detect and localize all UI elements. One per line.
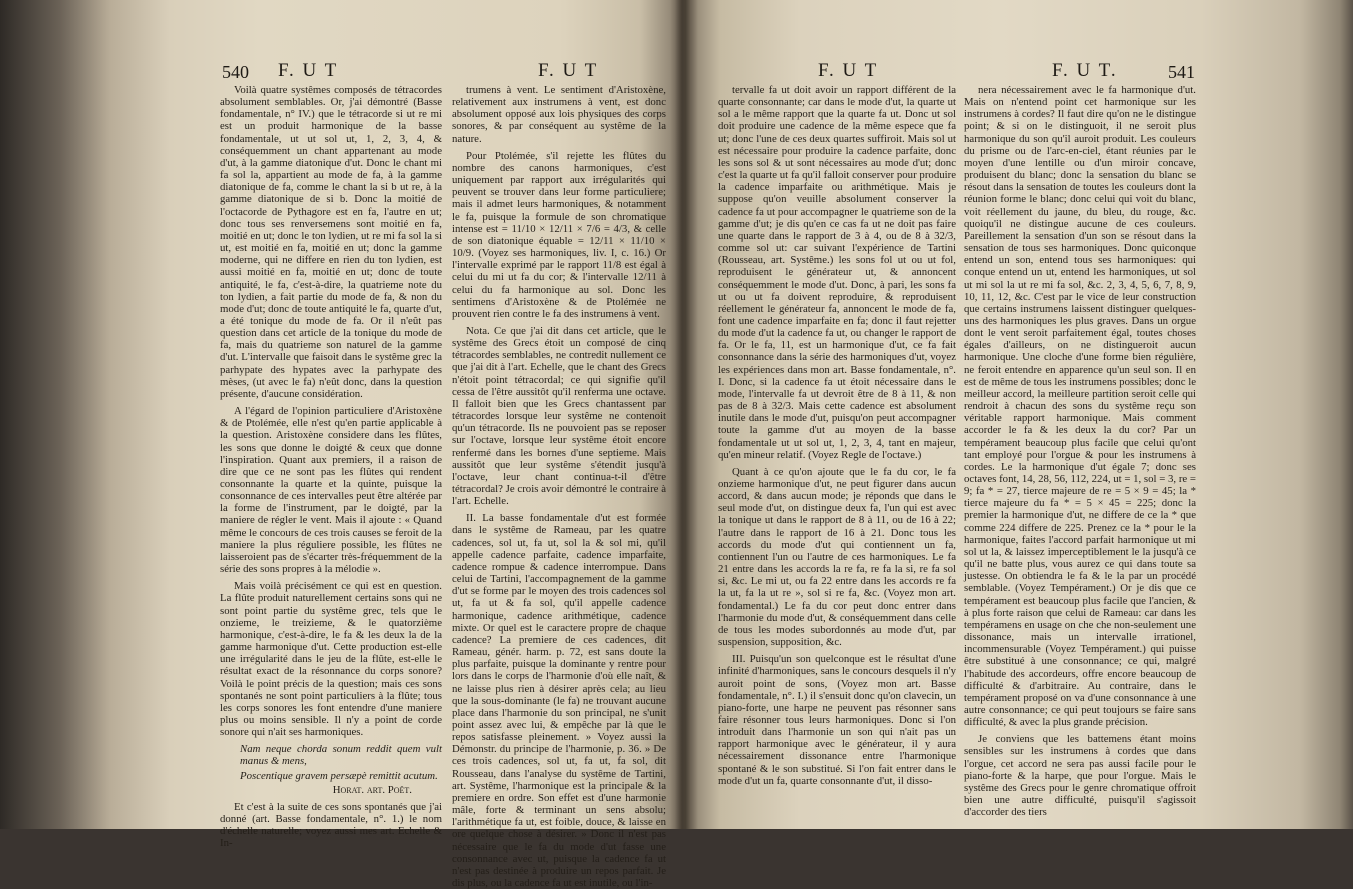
left-page-column-1 — [220, 84, 442, 850]
paragraph: III. Puisqu'un son quelconque est le résultat d'une infinité d'harmoniques, sans le concours desquels il n'y auroit point de sons, (Voyez mon art. Basse fondamentale, n°. I.) il s'ensuit donc qu'on clavecin, un piano-forte, une harpe ne peuvent pas résonner sans faire résonner tous leurs harmoniques. Donc si l'on introduit dans l'harmonie un son qui n'ait pas un rapport harmonique avec le générateur, il y aura nécessairement dissonance entre l'harmonique spontané & le son substitué. Si l'on fait entrer dans le mode d'ut un fa, quarte consonnante d'ut, il disso- — [718, 653, 956, 787]
page-number: 541 — [1168, 62, 1195, 82]
paragraph: Je conviens que les battemens étant moins sensibles sur les instrumens à cordes que dans l'orgue, cet accord ne sera pas aussi facile pour le piano-forte & la harpe, que pour l'orgue. Mais le systême des Grecs pour le genre chromatique offroit bien une autre difficulté, puisqu'il s'agissoit d'accorder des tiers — [964, 733, 1196, 819]
right-page-header — [700, 62, 1260, 86]
right-page-column-1 — [718, 84, 956, 819]
paragraph: A l'égard de l'opinion particuliere d'Aristoxène & de Ptolémée, elle n'est qu'en partie applicable à la question. Aristoxène considere dans les flûtes, les sons que donne le doigté & ceux que donne l'inspiration. Quant aux premiers, il a raison de dire que ce ne sont pas les flûtes qui rendent consonnante la quarte et la quinte, puisque la consonnance de ces intervalles peut être altérée par la forme de l'instrument, par le doigté, par la maniere de régler le vent. Mais il ajoute : « Quand même le concours de ces trois causes se feroit de la maniere la plus réguliere possible, les flûtes ne laisseroient pas de s'écarter très-fréquemment de la série des sons propres à la mélodie ». — [220, 405, 442, 576]
paragraph: II. La basse fondamentale d'ut est formée dans le systême de Rameau, par les quatre cadences, sol ut, fa ut, sol la & sol mi, qu'il appelle cadence parfaite, cadence imparfaite, cadence rompue & cadence interrompue. Dans celui de Tartini, l'accompagnement de la gamme d'ut se forme par le moyen des trois cadences sol ut, fa ut & fa sol, qu'il appelle cadence harmonique, cadence arithmétique, cadence mixte. Or quel est le caractere propre de chaque cadence? La premiere de ces cadences, dit Rameau, génér. harm. p. 72, est sans doute la plus parfaite, puisque la dominante y rentre pour lors dans le corps de l'harmonie d'où elle naît, & ne laisse plus rien à désirer après cela; au lieu que la sous-dominante (le fa) ne trouvant aucune place dans l'harmonie du son principal, ne s'unit point assez avec lui, & empêche par là que le repos satisfasse pleinement. » Voyez aussi la Démonstr. du principe de l'harmonie, p. 36. » De ces trois cadences, sol ut, fa ut, fa sol, dit Rousseau, dans l'analyse du systême de Tartini, art. Systême, l'harmonique est la principale & la premiere en ordre. Son effet est d'une harmonie mâle, forte & terminant un sens absolu; l'arithmétique fa ut, est foible, douce, & laisse en ore quelque chose à désirer. » Donc il n'est pas nécessaire que le fa du mode d'ut fasse une consonnance avec ut, puisque la cadence fa ut n'est pas destinée à produire un repos parfait. Je dis plus, ou la cadence fa ut est inutile, ou l'in- — [452, 512, 666, 889]
running-head: F. U T — [818, 60, 879, 81]
citation: Horat. art. Poët. — [332, 783, 412, 796]
left-page-column-2 — [452, 84, 666, 889]
running-head: F. U T — [538, 60, 599, 81]
page-number: 540 — [222, 62, 249, 82]
paragraph: Quant à ce qu'on ajoute que le fa du cor, le fa onzieme harmonique d'ut, ne peut figurer dans aucun accord, & dans aucun mode; je réponds que dans le seul mode d'ut, on distingue deux fa, l'un qui est avec la tonique ut dans le rapport de 8 à 11, ou de 16 à 22; l'autre dans le rapport de 16 à 21. Donc tous les accords du mode d'ut qui contiennent un fa, contiennent l'un ou l'autre de ces harmoniques. Le fa 21 entre dans les accords la re fa, re fa la si, re fa sol si, &c. Le mi ut, ou fa 22 entre dans les accords re fa la ut, fa la ut re », sol si re fa, &c. (Voyez mon art. fondamental.) Le fa du cor peut donc entrer dans l'harmonie du mode d'ut, & conséquemment dans celle de tous les modes subordonnés au mode d'ut, par suspension, supposition, &c. — [718, 465, 956, 649]
verse-line: Poscentique gravem persæpè remittit acutum. — [240, 769, 438, 782]
running-head: F. U T. — [1052, 60, 1118, 81]
right-page — [700, 0, 1260, 829]
paragraph: tervalle fa ut doit avoir un rapport différent de la quarte consonnante; car dans le mode d'ut, la quarte ut sol a le même rapport que la quarte fa ut. Donc ut sol doit produire une cadence de la même espece que fa ut; donc l'une de ces deux quartes suffiroit. Mais sol ut est nécessaire pour produire la cadence parfaite, donc les sons sol & ut sont nécessaires au mode d'ut; donc c'est la quarte ut fa qu'il falloit conserver pour produire la cadence imparfaite ou arithmétique. Mais je suppose qu'on veuille absolument conserver la cadence fa ut pour accompagner le quatrieme son de la gamme d'ut; je dis qu'en ce cas fa ut ne doit pas faire une quarte dans le rapport de 3 à 4, ou de 8 à 32/3, comme sol ut: car suivant l'expérience de Tartini (Rousseau, art. Systême.) les sons fol ut ou ut fol, reproduisent le générateur ut, & annoncent conséquemment le mode d'ut. Donc, à pari, les sons fa ut ou ut fa doivent reproduire, & reproduisent réellement le générateur fa, annoncent le mode de fa, font une cadence imparfaite en fa; donc il faut rejetter du mode d'ut la cadence fa ut, ou changer le rapport de fa. Or le fa, 11, est un harmonique d'ut, ce fa fait consonnance dans la série des harmoniques d'ut, voyez les expériences dans mon art. Basse fondamentale, n°. I. Donc, si la cadence fa ut étoit nécessaire dans le mode, l'intervalle fa ut devroit être de 8 à 11, & non pas de 8 à 32/3. Mais cette cadence est absolument inutile dans le mode d'ut, puisqu'on peut accompagner toute la gamme d'ut au moyen de la basse fondamentale ut ut sol ut, 1, 2, 3, 4, tant en majeur, qu'en mineur relatif. (Voyez Regle de l'octave.) — [718, 84, 956, 461]
verse-line: Nam neque chorda sonum reddit quem vult manus & mens, — [240, 743, 442, 768]
paragraph: Nota. Ce que j'ai dit dans cet article, que le systême des Grecs étoit un composé de cinq tétracordes semblables, ne contredit nullement ce que j'ai dit à l'art. Echelle, que le chant des Grecs n'étoit point tétracordal; ce qui signifie qu'il cessa de l'être aussitôt qu'il renferma une octave. Il falloit bien que les Grecs chantassent par tétracordes lorsque leur systême ne contenoit qu'un tétracorde. Ils ne pouvoient pas se reposer sur l'octave, lorsque leur systême étoit encore renfermé dans les bornes d'une septieme. Mais aussitôt que leur systême s'étendit jusqu'à l'octave, leur chant continua-t-il d'être tétracordal? Je crois avoir démontré le contraire à l'art. Echelle. — [452, 324, 666, 508]
paragraph: Mais voilà précisément ce qui est en question. La flûte produit naturellement certains sons qui ne sont point partie du systême grec, tels que le onzieme, le treizieme, & le quatorzième harmonique, c'est-à-dire, le fa & les deux la de la gamme harmonique d'ut. Cette production est-elle une irrégularité dans le jeu de la flûte, est-elle le résultat exact de la résonnance du corps sonore? Voilà le point précis de la question; mais ces sons spontanés ne sont point particuliers à la flûte; tous les corps sonores les font entendre d'une maniere plus ou moins sensible. Il n'y a point de corde sonore qui n'ait ses harmoniques. — [220, 580, 442, 739]
running-head: F. U T — [278, 60, 339, 81]
book-gutter — [670, 0, 698, 829]
right-page-column-2 — [964, 84, 1196, 819]
paragraph: Voilà quatre systêmes composés de tétracordes absolument semblables. Or, j'ai démontré (Basse fondamentale, n° IV.) que le tétracorde si ut re mi est un produit harmonique de la basse fondamentale, ut ut sol ut, 1, 2, 3, 4, & conséquemment un chant appartenant au mode d'ut, à la gamme diatonique d'ut. Donc le chant mi fa sol la, appartient au mode de fa, à la gamme diatonique de fa, comme le chant la si b ut re, à la gamme diatonique de si b. Donc la moitié de l'octacorde de Pythagore est en fa, l'autre en ut; donc tous ses renversemens sont moitié en fa, moitié en ut; donc le ton lydien, ut re mi fa sol la si ut, est moitié en fa, moitié en ut; donc la gamme moderne, qui ne differe en rien du ton lydien, est aussi moitié en fa, moitié en ut; donc de toute antiquité, le fa, c'est-à-dire, la quatrieme note du ton lydien, a fait partie du mode de fa, & non du mode d'ut; donc de toute antiquité le fa, quarte d'ut, a été tonique du mode de fa. Or il n'eût pas question dans cet article de la tonique du mode de fa, mais du quatrieme son naturel de la gamme d'ut. L'intervalle que faisoit dans le systême grec la parhypate des hypates avec la parhypate des mèses, (ut avec le fa) n'eût donc, dans la question présente, d'aucune considération. — [220, 84, 442, 400]
left-page — [150, 0, 670, 889]
paragraph: trumens à vent. Le sentiment d'Aristoxène, relativement aux instrumens à vent, est donc absolument opposé aux lois physiques des corps sonores, & par conséquent au systême de la nature. — [452, 84, 666, 145]
paragraph: Et c'est à la suite de ces sons spontanés que j'ai donné (art. Basse fondamentale, n°. 1.) le nom d'échelle naturelle; voyez aussi mes art. Echelle & In- — [220, 800, 442, 850]
paragraph: Pour Ptolémée, s'il rejette les flûtes du nombre des canons harmoniques, c'est uniquement par rapport aux irrégularités qui peuvent se trouver dans leur forme particuliere; mais il admet leurs harmoniques, & notamment le fa, puisque la formule de son chromatique intense est = 11/10 × 12/11 × 7/6 = 4/3, & celle de son diatonique équable = 12/11 × 11/10 × 10/9. (Voyez ses harmoniques, liv. I, c. 16.) Or l'intervalle exprimé par le rapport 11/8 est égal à celui du mi ut fa du cor; & l'intervalle 12/11 à celui du fa harmonique au sol. Donc les sentimens d'Aristoxène & de Ptolémée ne prouvent rien contre le fa des instrumens à vent. — [452, 149, 666, 320]
left-page-header — [150, 62, 670, 86]
paragraph: nera nécessairement avec le fa harmonique d'ut. Mais on n'entend point cet harmonique sur les instrumens à cordes? Il faut dire qu'on ne le distingue point; & si on le distinguoit, il ne seroit plus harmonique du son qu'il auroit produit. Les couleurs du prisme ou de l'arc-en-ciel, étant réunies par le moyen d'une lentille ou d'un miroir concave, produisent du blanc; donc la sensation du blanc se résout dans la sensation de toutes les couleurs dont la réunion forme le blanc; donc celui qui voit du blanc, voit réellement du jaune, du bleu, du rouge, &c. quoiqu'il ne distingue aucune de ces couleurs. Pareillement la sensation d'un son se résout dans la sensation de tous ses harmoniques. Donc quiconque entend un son, entend tous ses harmoniques: qui conque entend un ut, entend les harmoniques, ut sol ut mi sol la ut re mi fa sol, &c. 2, 3, 4, 5, 6, 7, 8, 9, 10, 11, 12, &c. C'est par le vice de leur construction que certains instrumens laissent distinguer quelques-uns des harmoniques les plus graves. Dans un orgue dont le vent seroit parfaitement égal, toutes choses égales d'ailleurs, on ne distingueroit aucun harmonique. Une cloche d'une forme bien régulière, ne feroit entendre en apparence qu'un seul son. Il en est de même de tous les instrumens possibles; donc le meilleur accord, la meilleure partition seroit celle qui rendroit à chacun des sons du systême reçu son véritable rapport harmonique. Mais comment accorder le fa & les deux la du cor? Par un tempérament beaucoup plus facile que celui qu'ont tant employé pour l'orgue & pour les instrumens à cordes. Le la harmonique d'ut égale 7; donc ses octaves font, 14, 28, 56, 112, 224, ut = 1, sol = 3, re = 9; fa * = 27, tierce majeure de re = 5 × 9 = 45; la * tierce majeure du fa * = 5 × 45 = 225; donc la premier la harmonique d'ut, ne differe de ce la * que comme 224 differe de 225. Prenez ce la * pour le la harmonique, faites l'accord parfait harmonique ut mi sol ut la, & laissez imperceptiblement le la jusqu'à ce qu'il ne batte plus, vous aurez ce qui dans toute sa justesse. On obtiendra le fa & le la par un procédé semblable. (Voyez Tempérament.) Or je dis que ce tempérament est beaucoup plus facile que l'ancien, & à plus forte raison que celui de Rameau: car dans les tempéramens en usage on che che non-seulement une dissonance, mais un intervalle irrationel, incommensurable (Voyez Tempérament.) qui puisse être substitué à une consonnance; ce qui, malgré l'habitude des accordeurs, offre encore beaucoup de difficulté & d'arbitraire. Au contraire, dans le tempérament proposé on va d'une consonnance à une autre consonnance; ce qui peut toujours se faire sans difficulté, & avec la plus grande précision. — [964, 84, 1196, 729]
